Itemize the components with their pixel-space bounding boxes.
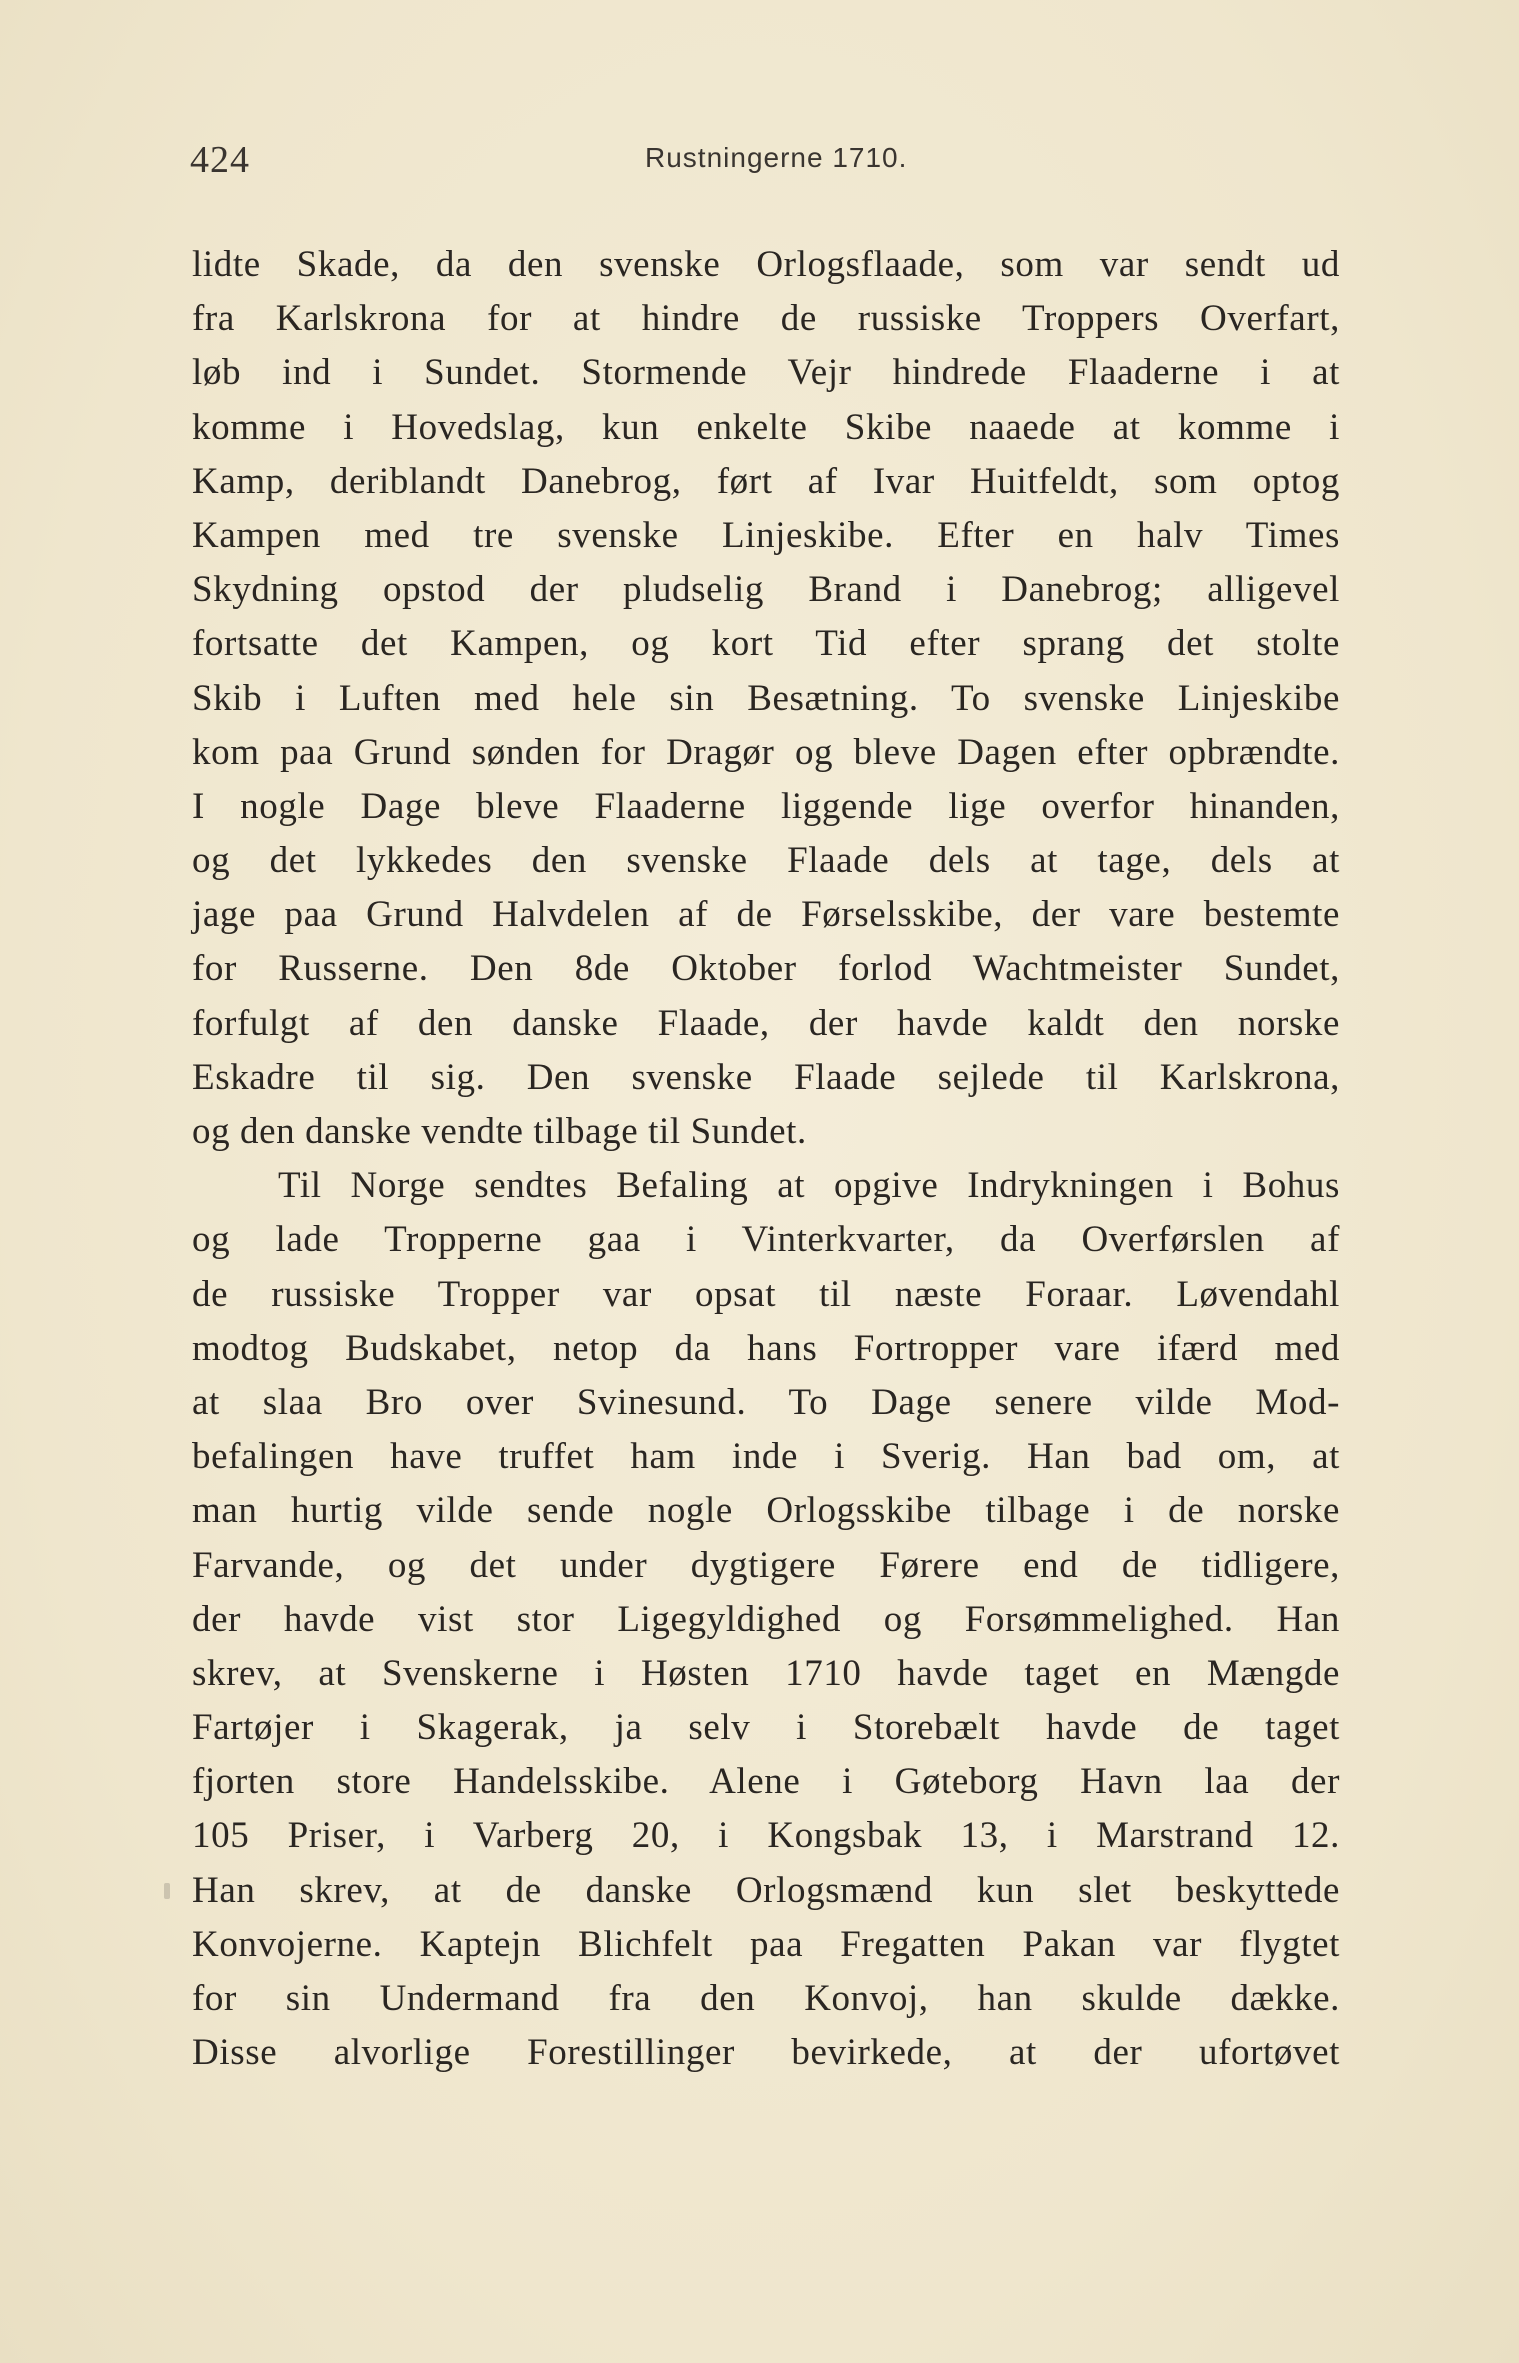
- paper-blemish: [164, 1883, 170, 1899]
- text-line: 105 Priser, i Varberg 20, i Kongsbak 13, i Marstrand 12.: [192, 1815, 1340, 1857]
- text-line: Fartøjer i Skagerak, ja selv i Storebælt havde de taget: [192, 1707, 1340, 1749]
- text-line: komme i Hovedslag, kun enkelte Skibe naaede at komme i: [192, 406, 1340, 448]
- text-line: og den danske vendte tilbage til Sundet.: [192, 1111, 807, 1152]
- page-header: [190, 138, 1340, 188]
- text-line: Farvande, og det under dygtigere Førere end de tidligere,: [192, 1544, 1340, 1586]
- text-line: modtog Budskabet, netop da hans Fortropper vare ifærd med: [192, 1327, 1340, 1369]
- text-line: jage paa Grund Halvdelen af de Førselsskibe, der vare bestemte: [192, 894, 1340, 936]
- text-line: befalingen have truffet ham inde i Sverig. Han bad om, at: [192, 1436, 1340, 1478]
- body-text: [192, 238, 1340, 2080]
- text-line: forfulgt af den danske Flaade, der havde kaldt den norske: [192, 1002, 1340, 1044]
- text-line: I nogle Dage bleve Flaaderne liggende lige overfor hinanden,: [192, 785, 1340, 827]
- text-line: fortsatte det Kampen, og kort Tid efter sprang det stolte: [192, 623, 1340, 665]
- text-line: Disse alvorlige Forestillinger bevirkede, at der ufortøvet: [192, 2032, 1340, 2074]
- text-line: lidte Skade, da den svenske Orlogsflaade, som var sendt ud: [192, 244, 1340, 285]
- text-line: løb ind i Sundet. Stormende Vejr hindrede Flaaderne i at: [192, 352, 1340, 394]
- text-line: kom paa Grund sønden for Dragør og bleve Dagen efter opbrændte.: [192, 731, 1340, 773]
- text-line: fjorten store Handelsskibe. Alene i Gøteborg Havn laa der: [192, 1761, 1340, 1803]
- running-title: Rustningerne 1710.: [645, 142, 908, 173]
- page-number: 424: [190, 139, 250, 181]
- text-line: Han skrev, at de danske Orlogsmænd kun slet beskyttede: [192, 1869, 1340, 1911]
- text-line: Skydning opstod der pludselig Brand i Danebrog; alligevel: [192, 569, 1340, 611]
- text-line: fra Karlskrona for at hindre de russiske Troppers Overfart,: [192, 298, 1340, 340]
- text-line: de russiske Tropper var opsat til næste Foraar. Løvendahl: [192, 1273, 1340, 1315]
- text-line: Skib i Luften med hele sin Besætning. To svenske Linjeskibe: [192, 677, 1340, 719]
- text-line: for Russerne. Den 8de Oktober forlod Wachtmeister Sundet,: [192, 948, 1340, 990]
- text-line: Konvojerne. Kaptejn Blichfelt paa Fregatten Pakan var flygtet: [192, 1923, 1340, 1965]
- text-line: Til Norge sendtes Befaling at opgive Indrykningen i Bohus: [278, 1165, 1340, 1207]
- text-line: Kampen med tre svenske Linjeskibe. Efter en halv Times: [192, 514, 1340, 556]
- text-line: for sin Undermand fra den Konvoj, han skulde dække.: [192, 1978, 1340, 2019]
- text-line: og lade Tropperne gaa i Vinterkvarter, da Overførslen af: [192, 1219, 1340, 1261]
- text-line: der havde vist stor Ligegyldighed og Forsømmelighed. Han: [192, 1598, 1340, 1640]
- text-line: og det lykkedes den svenske Flaade dels at tage, dels at: [192, 840, 1340, 882]
- text-line: skrev, at Svenskerne i Høsten 1710 havde taget en Mængde: [192, 1652, 1340, 1694]
- text-line: at slaa Bro over Svinesund. To Dage senere vilde Mod-: [192, 1381, 1340, 1423]
- text-line: Kamp, deriblandt Danebrog, ført af Ivar Huitfeldt, som optog: [192, 460, 1340, 502]
- text-line: Eskadre til sig. Den svenske Flaade sejlede til Karlskrona,: [192, 1056, 1340, 1098]
- text-line: man hurtig vilde sende nogle Orlogsskibe tilbage i de norske: [192, 1490, 1340, 1532]
